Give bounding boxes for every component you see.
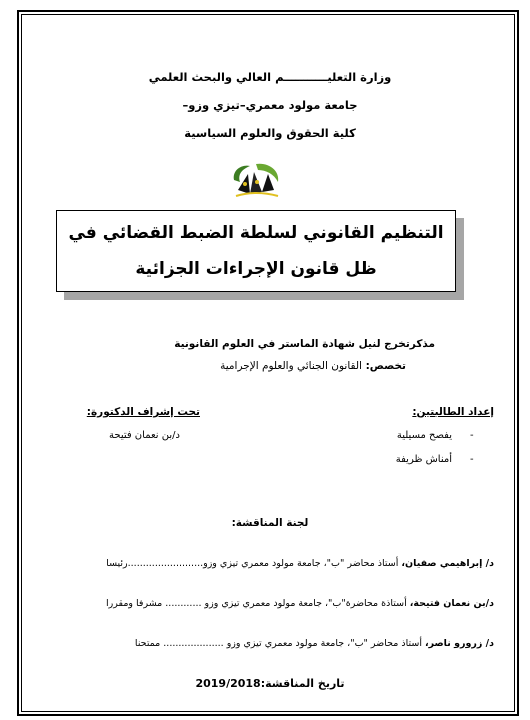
title-box — [56, 210, 456, 292]
defense-date — [60, 677, 480, 690]
committee-member — [106, 598, 494, 609]
committee-label: لجنة المناقشة: — [231, 517, 309, 529]
supervisor-label: تحت إشراف الدكتورة: — [86, 406, 200, 418]
students-label: إعداد الطالبتين: — [412, 406, 494, 418]
committee-member — [106, 558, 494, 569]
faculty-heading: كلية الحقوق والعلوم السياسية — [184, 126, 356, 140]
student-name: يفصح مسيلية — [396, 430, 452, 441]
supervisor-name: د/بن نعمان فتيحة — [109, 430, 180, 441]
member-name: د/ زرورو ناصر، — [424, 638, 494, 649]
member-name: د/ إبراهيمي صفيان، — [401, 558, 494, 569]
member-description: أستاذة محاضرة"ب"، جامعة مولود معمري تيزي وزو ............ مشرفا ومقررا — [106, 598, 410, 609]
thesis-purpose: مذكرتخرج لنيل شهادة الماستر في العلوم القانونية — [174, 338, 435, 350]
member-description: أستاذ محاضر "ب"، جامعة مولود معمري تيزي وزو.........................رئيسا — [106, 558, 402, 569]
student-dash: - — [470, 430, 474, 441]
committee-member — [135, 638, 494, 649]
specialty-line — [220, 360, 406, 372]
date-label: تاريخ المناقشة: — [260, 677, 345, 690]
date-value: 2019/2018 — [195, 677, 261, 690]
university-heading: جامعة مولود معمري–تيزي وزو– — [182, 98, 358, 112]
specialty-value: القانون الجنائي والعلوم الإجرامية — [220, 360, 362, 372]
member-description: أستاذ محاضر "ب"، جامعة مولود معمري تيزي وزو .................... ممتحنا — [134, 638, 425, 649]
thesis-title: التنظيم القانوني لسلطة الضبط القضائي في ظل قانون الإجراءات الجزائية — [68, 223, 444, 279]
specialty-label: تخصص: — [365, 360, 406, 372]
member-name: د/بن نعمان فتيحة، — [409, 598, 494, 609]
student-name: أمناش ظريفة — [395, 454, 452, 465]
university-logo — [228, 160, 284, 202]
ministry-heading: وزارة التعليـــــــــــم العالي والبحث العلمي — [148, 70, 392, 84]
student-dash: - — [470, 454, 474, 465]
